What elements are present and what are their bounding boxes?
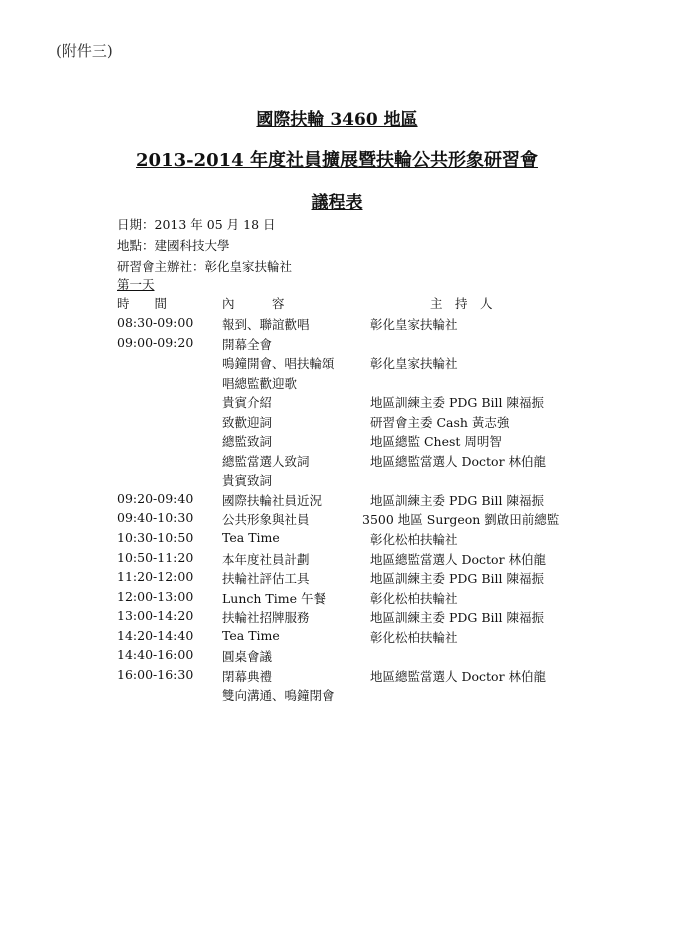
header-host: 主 持 人 [430,296,493,311]
agenda-row [117,628,587,648]
agenda-host: 地區訓練主委 PDG Bill 陳福振 [370,492,545,508]
header-content: 內 容 [222,296,285,311]
agenda-row [117,608,587,628]
agenda-time: 16:00-16:30 [117,666,194,682]
header-time: 時 間 [117,296,168,311]
agenda-time: 14:20-14:40 [117,627,194,643]
agenda-host: 彰化皇家扶輪社 [370,317,458,332]
annex-label: (附件三) [56,42,113,60]
agenda-item: 開幕全會 [222,336,273,352]
agenda-item: 總監當選人致詞 [222,453,310,469]
agenda-host: 彰化松柏扶輪社 [370,629,458,645]
agenda-host: 地區訓練主委 PDG Bill 陳福振 [370,395,545,411]
agenda-time: 09:00-09:20 [117,334,194,350]
agenda-row [117,550,587,570]
agenda-item: 唱總監歡迎歌 [222,375,298,391]
agenda-item: Tea Time [222,627,280,643]
day-label: 第一天 [117,277,155,292]
agenda-host: 3500 地區 Surgeon 劉啟田前總監 [362,512,560,528]
agenda-host: 研習會主委 Cash 黃志強 [370,414,510,430]
agenda-host: 地區總監 Chest 周明智 [370,434,502,450]
agenda-item: 扶輪社評估工具 [222,571,310,587]
agenda-row [117,510,587,530]
agenda-time: 11:20-12:00 [117,569,194,585]
agenda-item: 總監致詞 [222,434,273,450]
agenda-item: 閉幕典禮 [222,668,273,684]
agenda-item: 雙向溝通、鳴鐘閉會 [222,688,335,704]
agenda-time: 14:40-16:00 [117,647,194,663]
agenda-row [117,354,587,374]
agenda-row [117,452,587,472]
agenda-row [117,530,587,550]
agenda-row [117,667,587,687]
agenda-row [117,589,587,609]
agenda-item: 貴賓介紹 [222,395,273,411]
meta-organizer: 研習會主辦社：彰化皇家扶輪社 [117,259,293,274]
agenda-row [117,491,587,511]
agenda-item: 公共形象與社員 [222,512,310,528]
agenda-item: 扶輪社招牌服務 [222,610,310,626]
agenda-host: 彰化松柏扶輪社 [370,590,458,606]
meta-date: 日期：2013 年 05 月 18 日 [117,217,276,232]
title-event: 2013-2014 年度社員擴展暨扶輪公共形象研習會 [136,150,538,171]
agenda-row [117,432,587,452]
agenda-host: 地區總監當選人 Doctor 林伯龍 [370,668,547,684]
agenda-row [117,393,587,413]
title-agenda: 議程表 [311,193,363,213]
agenda-row [117,315,587,335]
agenda-host: 地區總監當選人 Doctor 林伯龍 [370,551,547,567]
agenda-item: Tea Time [222,530,280,546]
agenda-item: 鳴鐘開會、唱扶輪頌 [222,356,335,372]
agenda-time: 08:30-09:00 [117,315,194,330]
agenda-time: 10:30-10:50 [117,530,194,546]
agenda-row [117,569,587,589]
agenda-time: 09:20-09:40 [117,490,194,506]
agenda-host: 彰化皇家扶輪社 [370,356,458,372]
agenda-item: Lunch Time 午餐 [222,590,326,606]
agenda-host: 地區訓練主委 PDG Bill 陳福振 [370,610,545,626]
agenda-time: 10:50-11:20 [117,549,194,565]
agenda-item: 報到、聯誼歡唱 [222,317,310,332]
agenda-time: 09:40-10:30 [117,510,194,526]
agenda-item: 致歡迎詞 [222,414,273,430]
meta-location: 地點：建國科技大學 [117,238,230,253]
agenda-host: 地區訓練主委 PDG Bill 陳福振 [370,571,545,587]
agenda-time: 13:00-14:20 [117,608,194,624]
agenda-item: 國際扶輪社員近況 [222,492,323,508]
agenda-item: 本年度社員計劃 [222,551,310,567]
agenda-row [117,335,587,355]
agenda-row [117,686,587,706]
agenda-host: 地區總監當選人 Doctor 林伯龍 [370,453,547,469]
agenda-row [117,471,587,491]
agenda-row [117,374,587,394]
agenda-row [117,647,587,667]
agenda-row [117,413,587,433]
agenda-item: 貴賓致詞 [222,473,273,489]
agenda-item: 圓桌會議 [222,649,273,665]
agenda-table [117,315,587,706]
title-district: 國際扶輪 3460 地區 [256,110,418,130]
agenda-time: 12:00-13:00 [117,588,194,604]
agenda-host: 彰化松柏扶輪社 [370,532,458,548]
